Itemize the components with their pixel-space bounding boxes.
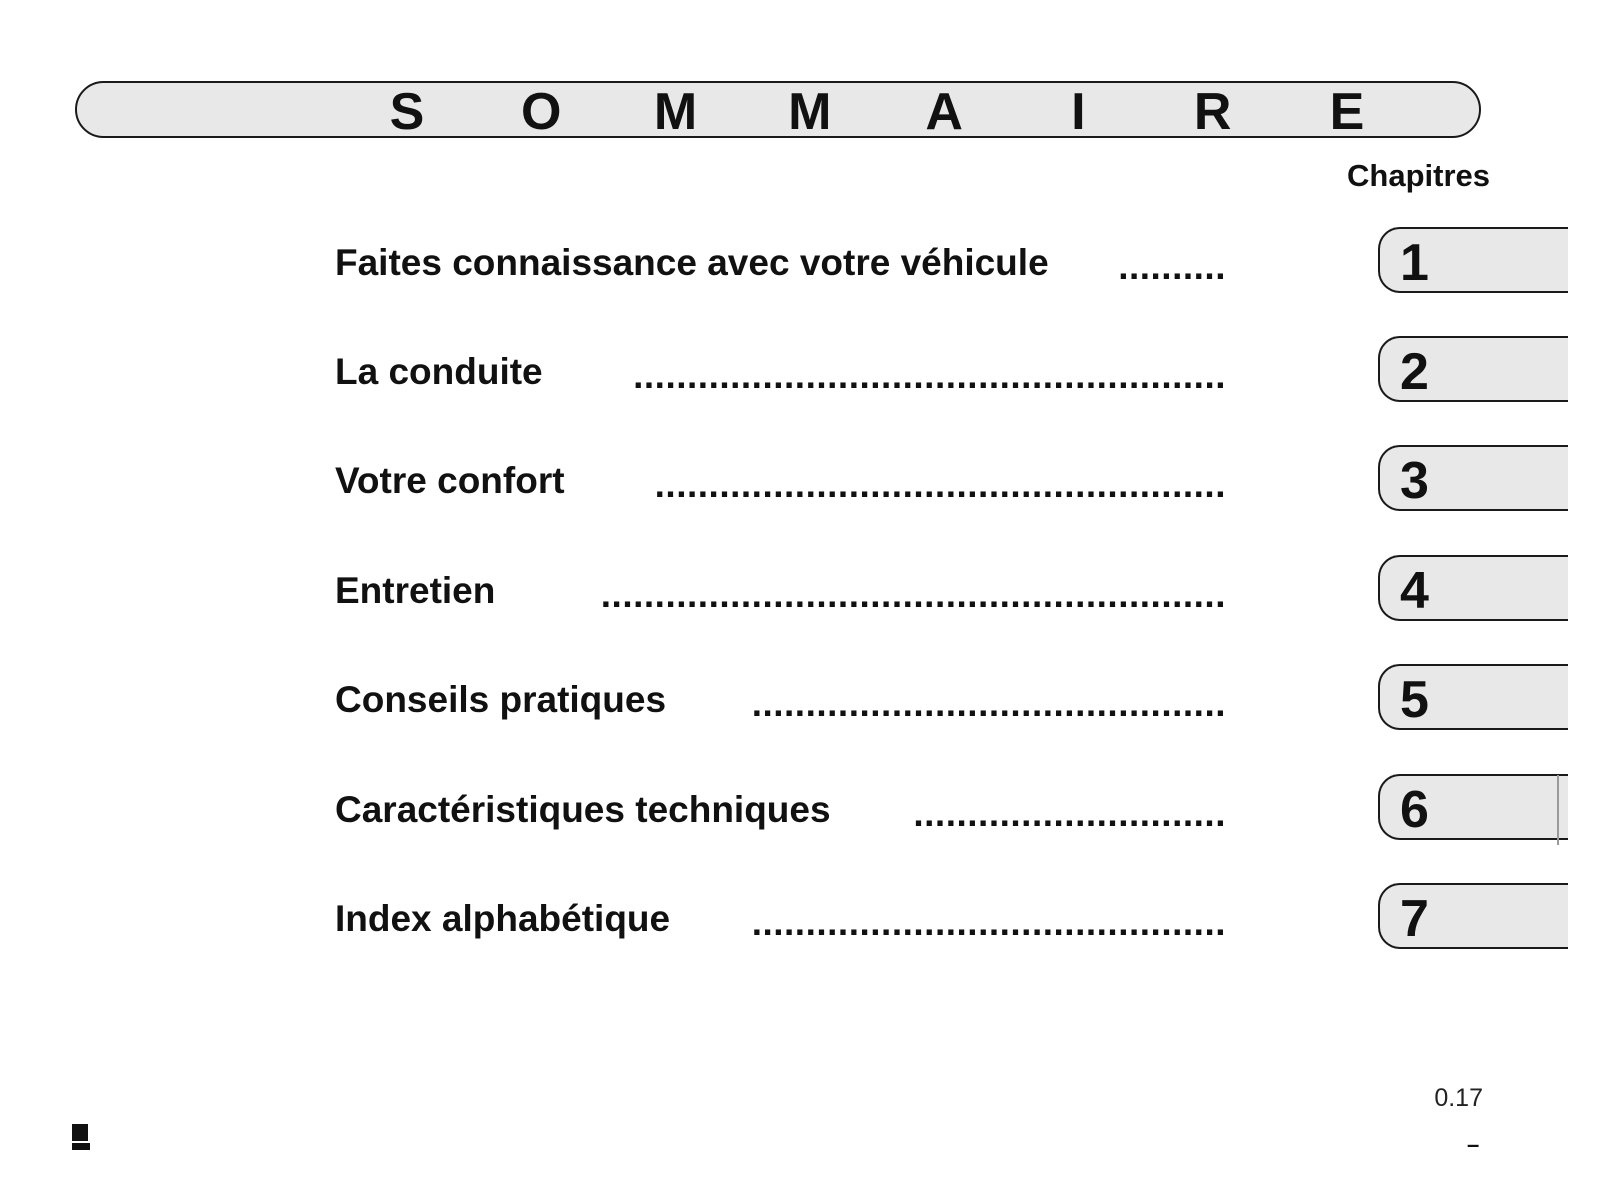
title-letter: M [788,82,832,141]
toc-leader-dots: ............................................ [751,684,1226,724]
title-letter: E [1329,82,1365,141]
toc-row-3[interactable] [0,445,1600,515]
chapter-number: 1 [1400,234,1429,292]
toc-label[interactable]: Votre confort [335,460,565,501]
chapter-tab-3[interactable] [1378,445,1568,511]
chapter-number: 4 [1400,562,1429,620]
chapter-number: 3 [1400,452,1429,510]
toc-leader-dots: ............................................ [751,903,1226,943]
chapter-tab-1[interactable] [1378,227,1568,293]
chapter-number: 5 [1400,671,1429,729]
toc-label[interactable]: Entretien [335,570,496,611]
page-edge-divider [1557,775,1559,845]
chapter-tab-5[interactable] [1378,664,1568,730]
title-letter: M [653,82,698,141]
toc-leader-dots: ............................. [913,794,1226,834]
toc-row-4[interactable] [0,555,1600,625]
toc-leader-dots: .......................................................... [600,575,1226,615]
toc-row-1[interactable] [0,227,1600,297]
toc-row-7[interactable] [0,883,1600,953]
chapter-number: 2 [1400,343,1429,401]
page-number: 0.17 [1434,1084,1483,1112]
chapter-tab-7[interactable] [1378,883,1568,949]
title-letter: R [1193,82,1232,141]
toc-label[interactable]: Index alphabétique [335,898,671,939]
chapter-tab-4[interactable] [1378,555,1568,621]
title-letter: A [925,82,963,141]
toc-label[interactable]: Faites connaissance avec votre véhicule [335,242,1049,283]
page-dash: – [1467,1132,1480,1157]
toc-row-2[interactable] [0,336,1600,406]
chapter-tab-6[interactable] [1378,774,1568,840]
title-letter: I [1071,82,1086,141]
chapters-heading: Chapitres [1347,158,1490,193]
toc-label[interactable]: Caractéristiques techniques [335,789,831,830]
toc-leader-dots: ..................................................... [654,465,1226,505]
toc-leader-dots: ....................................................... [633,356,1226,396]
title-letter: O [521,82,562,141]
toc-label[interactable]: La conduite [335,351,543,392]
toc-row-5[interactable] [0,664,1600,734]
summary-title-banner [75,81,1481,141]
chapter-number: 7 [1400,890,1429,948]
toc-row-6[interactable] [0,774,1600,844]
title-letter: S [389,82,425,141]
chapter-number: 6 [1400,781,1429,839]
summary-title [377,83,1377,140]
toc-label[interactable]: Conseils pratiques [335,679,667,720]
toc-leader-dots: .......... [1118,247,1226,287]
corner-marker-icon [72,1124,90,1152]
chapter-tab-2[interactable] [1378,336,1568,402]
